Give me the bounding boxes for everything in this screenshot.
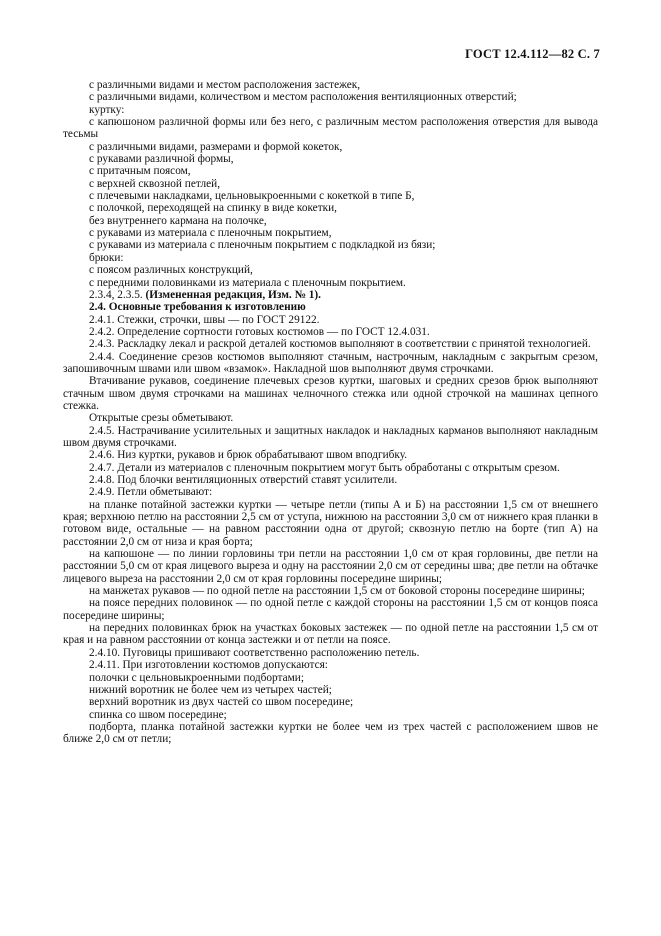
edition-note-ref: 2.3.4, 2.3.5. (89, 288, 143, 301)
paragraph: 2.4.5. Настрачивание усилительных и защитных накладок и накладных карманов выполняют накладным швом двумя строчками. (63, 424, 598, 449)
paragraph: нижний воротник не более чем из четырех частей; (89, 683, 332, 696)
paragraph: на поясе передних половинок — по одной петле с каждой стороны на расстоянии 1,5 см от концов пояса посередине ширины; (63, 597, 598, 622)
paragraph: 2.4.8. Под блочки вентиляционных отверстий ставят усилители. (89, 474, 398, 486)
text-line: куртку: (89, 103, 125, 116)
text-line: с полочкой, переходящей на спинку в виде кокетки, (89, 202, 337, 215)
paragraph: верхний воротник из двух частей со швом посередине; (89, 696, 354, 709)
paragraph: на планке потайной застежки куртки — четыре петли (типы А и Б) на расстоянии 1,5 см от внешнего края; верхнюю петлю на расстоянии 2,5 см от уступа, нижнюю на расстоянии 3,0 см от нижнего края планки в готовом виде, остальные — на равном расстоянии одна от другой; сквозную петлю на борте (тип А) на расстоянии 2,0 см от низа и края борта; (63, 498, 598, 548)
paragraph: 2.4.10. Пуговицы пришивают соответственно расположению петель. (89, 646, 420, 659)
paragraph: 2.4.1. Стежки, строчки, швы — по ГОСТ 29122. (89, 313, 320, 326)
paragraph: на манжетах рукавов — по одной петле на расстоянии 1,5 см от боковой стороны посередине ширины; (89, 585, 585, 598)
paragraph: спинка со швом посередине; (89, 708, 227, 721)
edition-note (63, 289, 598, 301)
text-line: с различными видами, размерами и формой кокеток, (89, 140, 343, 153)
paragraph: подборта, планка потайной застежки куртки не более чем из трех частей с расположением швов не ближе 2,0 см от петли; (63, 720, 598, 746)
page-header: ГОСТ 12.4.112—82 С. 7 (465, 47, 600, 61)
document-body (63, 79, 598, 746)
text-line: с поясом различных конструкций, (89, 264, 253, 277)
text-line: с различными видами и местом расположения застежек, (89, 79, 361, 91)
text-line: с верхней сквозной петлей, (89, 177, 221, 190)
paragraph: на капюшоне — по линии горловины три петли на расстоянии 1,0 см от края горловины, две петли на расстоянии 5,0 см от края лицевого выреза и одну на расстоянии 2,0 см от середины шва; две петли на обтачке лицевого выреза на расстоянии 2,0 см от края горловины посередине ширины; (63, 548, 598, 585)
paragraph: 2.4.7. Детали из материалов с пленочным покрытием могут быть обработаны с открытым срезом. (89, 461, 560, 474)
paragraph: 2.4.3. Раскладку лекал и раскрой деталей костюмов выполняют в соответствии с принятой технологией. (89, 338, 591, 351)
paragraph: 2.4.4. Соединение срезов костюмов выполняют стачным, настрочным, накладным с закрытым срезом, запошивочным швами или швом «взамок». Накладной шов выполняют двумя строчками. (63, 350, 598, 375)
text-line: с передними половинками из материала с пленочным покрытием. (89, 276, 406, 289)
paragraph: полочки с цельновыкроенными подбортами; (89, 671, 304, 684)
text-line: с различными видами, количеством и местом расположения вентиляционных отверстий; (89, 91, 517, 104)
paragraph: 2.4.2. Определение сортности готовых костюмов — по ГОСТ 12.4.031. (89, 325, 430, 338)
edition-note-text: (Измененная редакция, Изм. № 1). (145, 288, 321, 301)
paragraph: 2.4.9. Петли обметывают: (89, 486, 213, 499)
text-line: с притачным поясом, (89, 165, 191, 178)
text-line: с капюшоном различной формы или без него, с различным местом расположения отверстия для вывода тесьмы (63, 116, 598, 141)
text-line: брюки: (89, 251, 124, 264)
paragraph: Втачивание рукавов, соединение плечевых срезов куртки, шаговых и средних срезов брюк выполняют стачным швом двумя строчками на машинах челночного стежка или одной строчкой на машинах цепного стежка. (63, 375, 598, 412)
text-line: с рукавами различной формы, (89, 153, 234, 166)
paragraph: 2.4.6. Низ куртки, рукавов и брюк обрабатывают швом вподгибку. (89, 449, 408, 462)
section-title: 2.4. Основные требования к изготовлению (89, 301, 306, 314)
text-line: с плечевыми накладками, цельновыкроенными с кокеткой в типе Б, (89, 190, 415, 203)
text-line: с рукавами из материала с пленочным покрытием, (89, 227, 332, 240)
paragraph: на передних половинках брюк на участках боковых застежек — по одной петле на расстоянии 1,5 см от края и на равном расстоянии от конца застежки и от петли на поясе. (63, 622, 598, 647)
text-line: без внутреннего кармана на полочке, (89, 214, 267, 227)
paragraph: 2.4.11. При изготовлении костюмов допускаются: (89, 659, 328, 672)
text-line: с рукавами из материала с пленочным покрытием с подкладкой из бязи; (89, 239, 436, 252)
paragraph: Открытые срезы обметывают. (89, 412, 234, 425)
